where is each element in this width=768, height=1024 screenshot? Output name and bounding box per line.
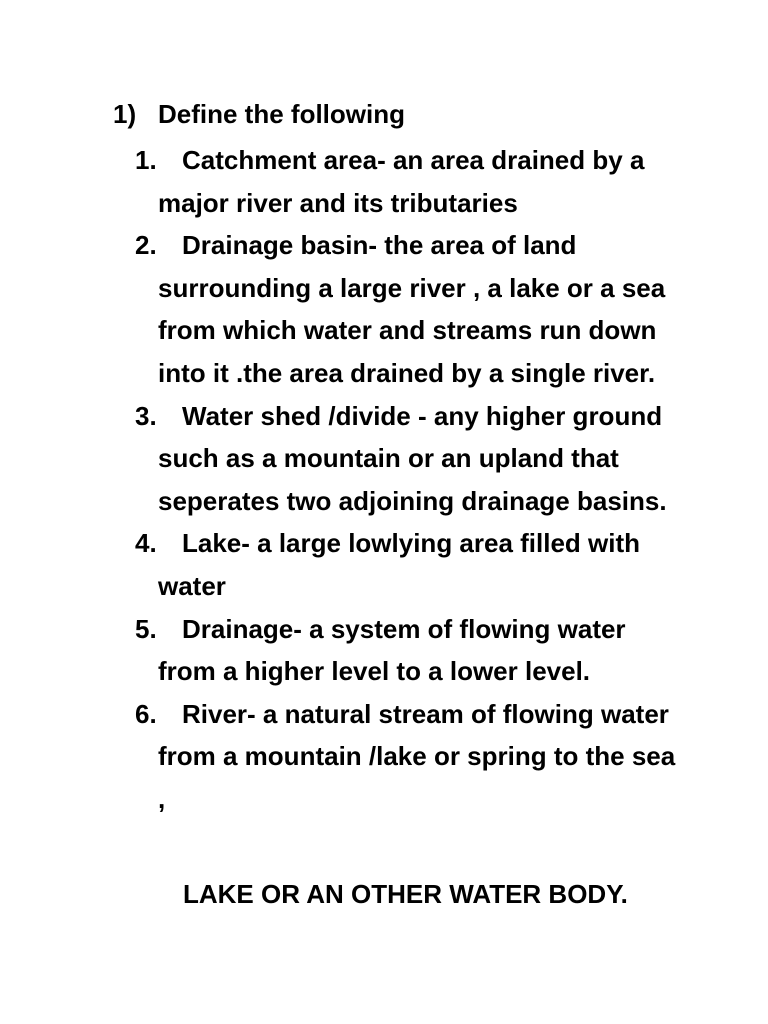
definition-item [0,139,768,224]
definition-number: 4. [135,528,157,559]
definition-text: Drainage- a system of flowing water from a higher level to a lower level. [158,613,626,687]
definition-number: 5. [135,613,157,644]
definition-number: 6. [135,698,157,729]
closing-line: LAKE OR AN OTHER WATER BODY. [183,879,628,909]
definition-number: 3. [135,400,157,431]
definition-text: Water shed /divide - any higher ground such as a mountain or an upland that seperates two adjoining drainage basins. [158,400,667,516]
definition-text: Drainage basin- the area of land surrounding a large river , a lake or a sea from which water and streams run down into it .the area drained by a single river. [158,230,666,388]
definition-item [0,693,768,821]
definition-number: 2. [135,230,157,261]
definition-item [0,395,768,523]
definition-list [0,139,768,821]
definition-item [0,224,768,394]
question-title: Define the following [158,99,405,129]
definition-item [0,522,768,607]
question-heading [113,96,405,132]
question-number: 1) [113,99,137,129]
definition-text: Catchment area- an area drained by a major river and its tributaries [158,145,645,218]
definition-item [0,608,768,693]
definition-number: 1. [135,145,157,175]
definition-text: River- a natural stream of flowing water from a mountain /lake or spring to the sea , [158,698,676,814]
definition-text: Lake- a large lowlying area filled with water [158,528,641,601]
